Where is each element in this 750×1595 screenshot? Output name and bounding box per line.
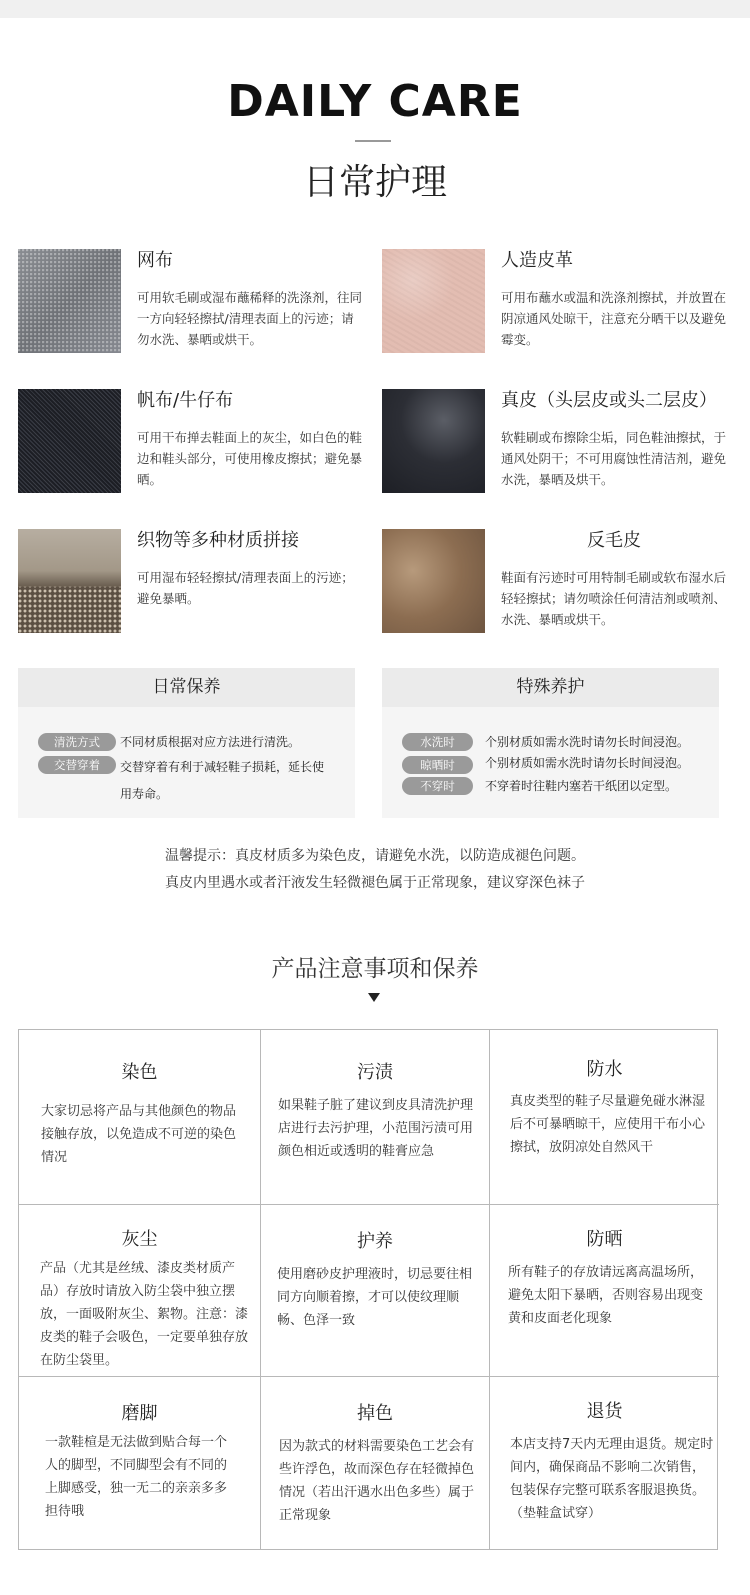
note-text: 真皮类型的鞋子尽量避免碰水淋湿后不可暴晒晾干，应使用干布小心擦拭，放阴凉处自然风干 xyxy=(510,1094,706,1155)
daily-care-panel xyxy=(18,668,355,818)
drying-tag: 晾晒时 xyxy=(402,756,473,774)
material-name: 人造皮革 xyxy=(501,250,573,271)
note-cell-dyeing xyxy=(19,1030,261,1205)
special-care-panel xyxy=(382,668,719,818)
note-cell-sun-protection xyxy=(490,1205,719,1377)
material-description: 可用干布掸去鞋面上的灰尘，如白色的鞋边和鞋头部分，可使用橡皮擦拭；避免暴晒。 xyxy=(137,430,363,487)
drying-text: 个别材质如需水洗时请勿长时间浸泡。 xyxy=(485,756,690,770)
title-english: DAILY CARE xyxy=(227,76,523,127)
note-text: 一款鞋楦是无法做到贴合每一个人的脚型，不同脚型会有不同的上脚感受，独一无二的亲亲多多担待哦 xyxy=(45,1435,228,1519)
note-cell-waterproof xyxy=(490,1030,719,1205)
note-title: 污渍 xyxy=(357,1062,393,1083)
tip-line-1: 温馨提示：真皮材质多为染色皮，请避免水洗，以防造成褪色问题。 xyxy=(165,848,585,864)
note-title: 掉色 xyxy=(357,1403,393,1424)
material-description: 可用软毛刷或湿布蘸稀释的洗涤剂，往同一方向轻轻擦拭/清理表面上的污迹；请勿水洗、暴晒或烘干。 xyxy=(137,290,363,347)
note-cell-maintenance xyxy=(261,1205,490,1377)
note-text: 使用磨砂皮护理液时，切忌要往相同方向顺着擦，才可以使纹理顺畅、色泽一致 xyxy=(277,1267,473,1328)
suede-swatch-image xyxy=(382,529,485,633)
alternate-wear-tag: 交替穿着 xyxy=(38,756,116,774)
material-name: 网布 xyxy=(137,250,173,271)
material-description: 软鞋刷或布擦除尘垢，同色鞋油擦拭，于通风处阴干；不可用腐蚀性清洁剂，避免水洗，暴晒及烘干。 xyxy=(501,430,727,487)
title-chinese: 日常护理 xyxy=(302,162,447,203)
note-title: 防水 xyxy=(586,1059,623,1080)
material-description: 鞋面有污迹时可用特制毛刷或软布湿水后轻轻擦拭；请勿喷涂任何清洁剂或喷剂、水洗、暴晒或烘干。 xyxy=(501,570,727,627)
special-care-title: 特殊养护 xyxy=(382,668,719,707)
washing-text: 个别材质如需水洗时请勿长时间浸泡。 xyxy=(485,735,690,749)
cleaning-method-tag: 清洗方式 xyxy=(38,733,116,751)
note-title: 磨脚 xyxy=(121,1403,158,1424)
material-mesh xyxy=(18,249,384,354)
note-text: 产品（尤其是丝绒、漆皮类材质产品）存放时请放入防尘袋中独立摆放，一面吸附灰尘、絮物。注意：漆皮类的鞋子会吸色，一定要单独存放在防尘袋里。 xyxy=(40,1261,249,1368)
title-divider xyxy=(355,140,391,142)
mixed-fabric-swatch-image xyxy=(18,529,121,633)
top-bar xyxy=(0,0,750,18)
material-canvas-denim xyxy=(18,389,384,494)
down-arrow-icon xyxy=(368,993,380,1002)
note-text: 所有鞋子的存放请远离高温场所，避免太阳下暴晒，否则容易出现变黄和皮面老化现象 xyxy=(508,1265,704,1326)
denim-swatch-image xyxy=(18,389,121,493)
material-synthetic-leather xyxy=(382,249,748,354)
note-cell-stains xyxy=(261,1030,490,1205)
leather-swatch-image xyxy=(382,389,485,493)
alternate-wear-text: 交替穿着有利于减轻鞋子损耗，延长使用寿命。 xyxy=(120,760,325,801)
note-title: 退货 xyxy=(586,1401,623,1422)
note-cell-color-fading xyxy=(261,1377,490,1549)
not-wearing-text: 不穿着时往鞋内塞若干纸团以定型。 xyxy=(485,779,678,793)
note-cell-fit xyxy=(19,1377,261,1549)
material-mixed-fabric xyxy=(18,529,384,634)
synthetic-leather-swatch-image xyxy=(382,249,485,353)
care-notes-grid xyxy=(18,1029,718,1550)
note-title: 护养 xyxy=(357,1231,393,1252)
note-title: 灰尘 xyxy=(121,1229,158,1250)
material-description: 可用湿布轻轻擦拭/清理表面上的污迹；避免暴晒。 xyxy=(137,570,354,606)
note-title: 染色 xyxy=(121,1062,158,1083)
note-cell-dust xyxy=(19,1205,261,1377)
daily-care-title: 日常保养 xyxy=(18,668,355,707)
notes-section-title: 产品注意事项和保养 xyxy=(271,956,479,982)
material-name: 反毛皮 xyxy=(587,530,641,551)
material-name: 织物等多种材质拼接 xyxy=(137,530,299,551)
material-name: 真皮（头层皮或头二层皮） xyxy=(501,390,717,411)
material-suede xyxy=(382,529,748,634)
note-text: 大家切忌将产品与其他颜色的物品接触存放，以免造成不可逆的染色情况 xyxy=(41,1104,237,1165)
material-description: 可用布蘸水或温和洗涤剂擦拭，并放置在阴凉通风处晾干，注意充分晒干以及避免霉变。 xyxy=(501,290,727,347)
not-wearing-tag: 不穿时 xyxy=(402,777,473,795)
note-text: 如果鞋子脏了建议到皮具清洗护理店进行去污护理，小范围污渍可用颜色相近或透明的鞋膏应急 xyxy=(278,1098,474,1159)
tip-line-2: 真皮内里遇水或者汗液发生轻微褪色属于正常现象，建议穿深色袜子 xyxy=(165,875,585,891)
mesh-swatch-image xyxy=(18,249,121,353)
cleaning-method-text: 不同材质根据对应方法进行清洗。 xyxy=(120,735,301,749)
note-title: 防晒 xyxy=(586,1229,623,1250)
washing-tag: 水洗时 xyxy=(402,733,473,751)
material-genuine-leather xyxy=(382,389,748,494)
note-text: 本店支持7天内无理由退货。规定时间内，确保商品不影响二次销售，包装保存完整可联系客服退换货。（垫鞋盒试穿） xyxy=(510,1437,714,1521)
material-name: 帆布/牛仔布 xyxy=(137,390,234,411)
note-text: 因为款式的材料需要染色工艺会有些许浮色，故而深色存在轻微掉色情况（若出汗遇水出色多些）属于正常现象 xyxy=(279,1439,475,1523)
note-cell-returns xyxy=(490,1377,719,1549)
